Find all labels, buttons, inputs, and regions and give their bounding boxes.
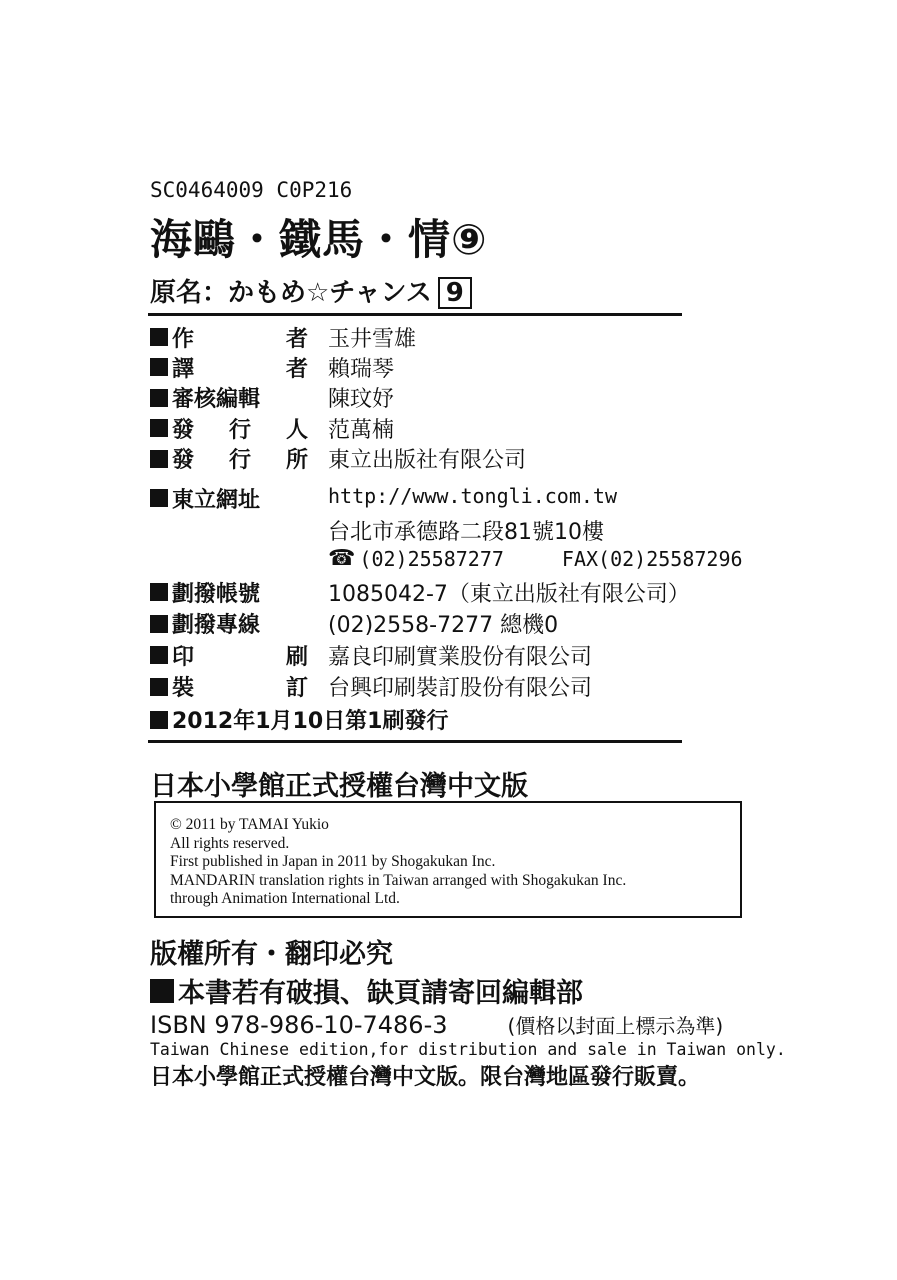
fax-number: FAX(02)25587296: [561, 546, 743, 571]
distribution-note: Taiwan Chinese edition,for distribution and sale in Taiwan only.: [150, 1040, 786, 1059]
credit-row: [150, 483, 328, 513]
bullet-square: [150, 419, 168, 437]
credit-label: 譯 者: [172, 356, 308, 382]
credit-value: (02)2558-7277 總機0: [328, 613, 559, 638]
credit-value: 1085042-7（東立出版社有限公司）: [328, 581, 690, 607]
bullet-square: [150, 646, 168, 664]
damage-notice-text: 本書若有破損、缺頁請寄回編輯部: [178, 978, 583, 1009]
bullet-square: [150, 450, 168, 468]
credit-label: 劃撥帳號: [172, 581, 261, 607]
authorization-heading: 日本小學館正式授權台灣中文版: [150, 771, 528, 802]
credit-row: [150, 383, 394, 413]
credit-value: 嘉良印刷實業股份有限公司: [328, 644, 593, 670]
address: 台北市承德路二段81號10樓: [328, 520, 604, 545]
book-title: 海鷗・鐵馬・情⑨: [150, 215, 488, 264]
credit-label: 劃撥專線: [172, 613, 261, 638]
website-url[interactable]: http://www.tongli.com.tw: [328, 484, 617, 508]
copyright-line: © 2011 by TAMAI Yukio: [170, 816, 329, 833]
credit-row: [150, 322, 416, 352]
credit-label: 作 者: [172, 326, 308, 352]
phone-number: (02)25587277: [359, 546, 504, 571]
bullet-square: [150, 358, 168, 376]
rights-reserved: 版權所有・翻印必究: [150, 939, 393, 970]
credit-value: 賴瑞琴: [328, 356, 395, 382]
copyright-line: MANDARIN translation rights in Taiwan arranged with Shogakukan Inc.: [170, 871, 627, 889]
bullet-square: [150, 583, 168, 601]
credit-label: 東立網址: [172, 487, 261, 513]
original-title: [150, 272, 472, 309]
isbn-line: [150, 1010, 723, 1039]
credit-row: [150, 413, 394, 443]
divider: [148, 313, 682, 316]
telephone-icon: ☎: [328, 546, 356, 571]
book-code: SC0464009 C0P216: [150, 178, 353, 202]
credit-value: 范萬楠: [328, 417, 395, 443]
credit-row: [150, 609, 558, 639]
bullet-square: [150, 389, 168, 407]
copyright-line: through Animation International Ltd.: [170, 890, 400, 907]
phone-line: [328, 546, 743, 571]
credit-value: 台興印刷裝訂股份有限公司: [328, 676, 593, 701]
credit-value: 東立出版社有限公司: [328, 448, 527, 474]
bullet-square: [150, 328, 168, 346]
credit-label: 裝 訂: [172, 676, 308, 701]
copyright-box: [154, 801, 742, 918]
bullet-square: [150, 615, 168, 633]
credit-value: 玉井雪雄: [328, 326, 417, 352]
damage-notice: [150, 971, 583, 1010]
price-note: (價格以封面上標示為準): [507, 1014, 724, 1038]
credit-row: [150, 640, 592, 670]
bullet-square: [150, 678, 168, 696]
credit-value: 陳玟妤: [328, 387, 395, 413]
print-date-text: 2012年1月10日第1刷發行: [172, 709, 449, 734]
bullet-square: [150, 489, 168, 507]
original-title-text: 原名：かもめ☆チャンス: [150, 278, 432, 308]
isbn: ISBN 978-986-10-7486-3: [150, 1011, 448, 1039]
divider: [148, 740, 682, 743]
volume-box: 9: [438, 277, 472, 309]
credit-label: 審核編輯: [172, 387, 261, 413]
credit-row: [150, 672, 592, 702]
final-line: 日本小學館正式授權台灣中文版。限台灣地區發行販賣。: [150, 1065, 701, 1090]
credit-label: 發 行 所: [172, 448, 308, 474]
credit-row: [150, 444, 526, 474]
credit-label: 印 刷: [172, 644, 308, 670]
credit-label: 發 行 人: [172, 417, 308, 443]
credit-row: [150, 577, 690, 607]
credit-row: [150, 352, 394, 382]
copyright-line: First published in Japan in 2011 by Shogakukan Inc.: [170, 853, 496, 870]
print-date: [150, 704, 448, 735]
copyright-line: All rights reserved.: [170, 834, 290, 852]
